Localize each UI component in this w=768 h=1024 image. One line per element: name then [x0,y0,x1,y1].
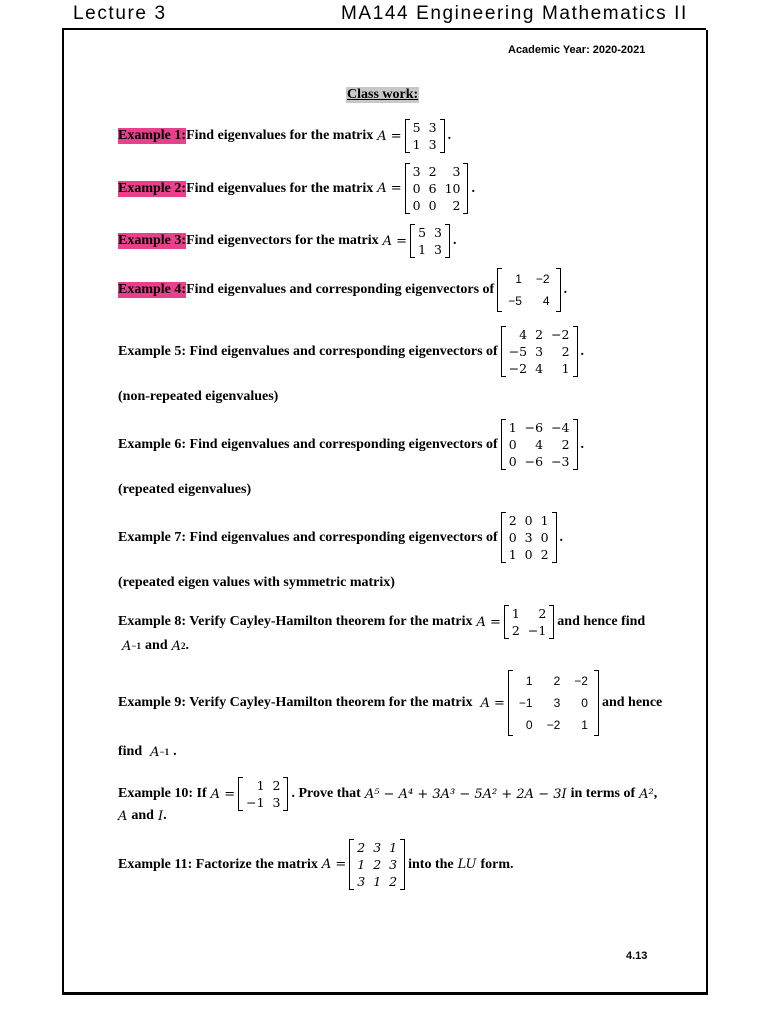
example-2-tag: Example 2: [118,180,187,196]
example-2: Example 2: Find eigenvalues for the matrix A = 3 2 3 0 6 10 0 0 2 . [118,164,475,213]
example-5: Example 5: Find eigenvalues and corresponding eigenvectors of 4 2 −2 −5 3 2 −2 4 1 . [118,327,585,376]
example-3-tag: Example 3: [118,233,187,248]
example-3-var: A = [382,233,408,249]
example-8-line2: A −1 and A 2 . [122,638,189,654]
example-9-matrix: 1 2 −2 −1 3 0 0 −2 1 [508,670,599,736]
example-4-tag: Example 4: [118,282,187,297]
example-8: Example 8: Verify Cayley-Hamilton theorem for the matrix A = 1 2 2 −1 and hence find [118,606,646,638]
example-8-matrix: 1 2 2 −1 [504,605,554,639]
example-1-matrix: 5 3 1 3 [405,119,445,153]
example-3: Example 3: Find eigenvectors for the matrix A = 5 3 1 3 . [118,225,457,257]
example-6-matrix: 1 −6 −4 0 4 2 0 −6 −3 [501,419,578,470]
example-10: Example 10: If A = 1 2 −1 3 . Prove that A⁵ − A⁴ + 3A³ − 5A² + 2A − 3I in terms of A² , [118,778,658,810]
note-non-repeated: (non-repeated eigenvalues) [118,389,279,404]
example-9-line2: find A −1 . [118,744,177,760]
note-symmetric: (repeated eigen values with symmetric matrix) [118,575,395,590]
page-title: Class work: [347,87,419,102]
academic-year: Academic Year: 2020-2021 [508,44,646,56]
example-6: Example 6: Find eigenvalues and corresponding eigenvectors of 1 −6 −4 0 4 2 0 −6 −3 . [118,420,585,469]
example-9: Example 9: Verify Cayley-Hamilton theorem for the matrix A = 1 2 −2 −1 3 0 0 −2 1 and hence [118,670,662,736]
example-2-text: Find eigenvalues for the matrix [186,180,374,196]
header-lecture: Lecture 3 [73,3,167,24]
page-number: 4.13 [626,950,648,962]
example-7-text: Example 7: Find eigenvalues and corresponding eigenvectors of [118,529,498,545]
example-1-tag: Example 1: [118,128,187,143]
example-1-text: Find eigenvalues for the matrix [186,128,374,143]
example-5-text: Example 5: Find eigenvalues and corresponding eigenvectors of [118,343,498,359]
example-4: Example 4: Find eigenvalues and corresponding eigenvectors of 1 −2 −5 4 . [118,268,567,312]
example-7: Example 7: Find eigenvalues and corresponding eigenvectors of 2 0 1 0 3 0 1 0 2 . [118,513,564,562]
example-8-text: Example 8: Verify Cayley-Hamilton theorem for the matrix [118,614,473,629]
example-11-text: Example 11: Factorize the matrix [118,856,318,872]
example-2-var: A = [377,181,402,196]
example-9-text: Example 9: Verify Cayley-Hamilton theorem for the matrix [118,695,473,710]
example-4-text: Find eigenvalues and corresponding eigenvectors of [186,282,495,297]
example-4-matrix: 1 −2 −5 4 [497,268,560,312]
example-1: Example 1: Find eigenvalues for the matrix A = 5 3 1 3 . [118,120,452,152]
note-repeated: (repeated eigenvalues) [118,482,252,497]
example-2-matrix: 3 2 3 0 6 10 0 0 2 [405,163,469,214]
example-3-matrix: 5 3 1 3 [410,224,450,258]
example-11: Example 11: Factorize the matrix A = 2 3 1 1 2 3 3 1 2 into the LU form. [118,840,514,889]
example-5-matrix: 4 2 −2 −5 3 2 −2 4 1 [501,326,578,377]
example-10-line2: A and I . [118,808,167,824]
example-10-text: Example 10: If [118,786,207,801]
header-course: MA144 Engineering Mathematics II [341,3,688,24]
example-3-text: Find eigenvectors for the matrix [186,233,379,248]
example-10-matrix: 1 2 −1 3 [238,777,288,811]
example-1-var: A = [377,128,402,144]
example-7-matrix: 2 0 1 0 3 0 1 0 2 [501,512,557,563]
example-6-text: Example 6: Find eigenvalues and corresponding eigenvectors of [118,436,498,452]
example-11-matrix: 2 3 1 1 2 3 3 1 2 [349,839,405,890]
example-10-equation: A⁵ − A⁴ + 3A³ − 5A² + 2A − 3I [364,786,567,802]
